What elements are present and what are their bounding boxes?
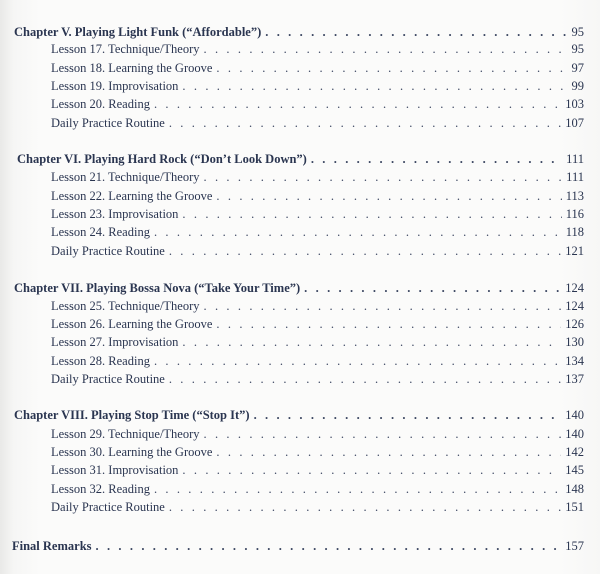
entry-title: Lesson 19. Improvisation <box>51 79 179 93</box>
toc-entry-daily-practice[interactable] <box>51 371 584 387</box>
entry-title: Lesson 23. Improvisation <box>51 207 179 221</box>
entry-title: Daily Practice Routine <box>51 500 165 514</box>
page-number: 148 <box>565 482 584 496</box>
page-number: 95 <box>571 42 584 56</box>
dot-leader <box>169 371 561 387</box>
chapter-title: Chapter V. Playing Light Funk (“Affordable”) <box>14 25 262 39</box>
page-number: 134 <box>565 354 584 368</box>
toc-entry-lesson-19[interactable] <box>51 78 584 94</box>
dot-leader <box>154 481 561 497</box>
entry-title: Daily Practice Routine <box>51 372 165 386</box>
entry-title: Lesson 29. Technique/Theory <box>51 427 200 441</box>
dot-leader <box>204 41 568 57</box>
toc-entry-lesson-28[interactable] <box>51 353 584 369</box>
toc-entry-lesson-29[interactable] <box>51 426 584 442</box>
chapter-title: Chapter VII. Playing Bossa Nova (“Take Your Time”) <box>14 281 301 295</box>
toc-chapter-5[interactable] <box>14 24 584 40</box>
dot-leader <box>154 96 561 112</box>
dot-leader <box>182 334 561 350</box>
toc-entry-lesson-31[interactable] <box>51 462 584 478</box>
entry-title: Daily Practice Routine <box>51 244 165 258</box>
toc-chapter-8[interactable] <box>14 407 584 423</box>
toc-chapter-6[interactable] <box>17 151 584 167</box>
entry-title: Lesson 26. Learning the Groove <box>51 317 213 331</box>
dot-leader <box>254 407 562 423</box>
entry-title: Lesson 30. Learning the Groove <box>51 445 213 459</box>
page-number: 124 <box>565 281 584 295</box>
page-number: 142 <box>565 445 584 459</box>
toc-entry-daily-practice[interactable] <box>51 243 584 259</box>
entry-title: Lesson 17. Technique/Theory <box>51 42 200 56</box>
dot-leader <box>204 298 562 314</box>
page-number: 140 <box>565 408 584 422</box>
toc-entry-lesson-22[interactable] <box>51 188 584 204</box>
page-number: 99 <box>571 79 584 93</box>
toc-entry-lesson-30[interactable] <box>51 444 584 460</box>
page-number: 157 <box>565 539 584 553</box>
entry-title: Lesson 32. Reading <box>51 482 150 496</box>
page-number: 121 <box>565 244 584 258</box>
entry-title: Lesson 28. Reading <box>51 354 150 368</box>
entry-title: Lesson 27. Improvisation <box>51 335 179 349</box>
toc-entry-daily-practice[interactable] <box>51 499 584 515</box>
entry-title: Lesson 22. Learning the Groove <box>51 189 213 203</box>
dot-leader <box>169 243 561 259</box>
dot-leader <box>204 426 562 442</box>
toc-entry-lesson-27[interactable] <box>51 334 584 350</box>
toc-entry-lesson-24[interactable] <box>51 224 584 240</box>
chapter-title: Final Remarks <box>12 539 92 553</box>
dot-leader <box>154 224 562 240</box>
dot-leader <box>169 115 561 131</box>
page-number: 97 <box>571 61 584 75</box>
page-number: 103 <box>565 97 584 111</box>
page-number: 107 <box>565 116 584 130</box>
toc-entry-lesson-18[interactable] <box>51 60 584 76</box>
dot-leader <box>96 538 562 554</box>
dot-leader <box>265 24 567 40</box>
toc-final-remarks[interactable] <box>12 538 584 554</box>
page-number: 113 <box>565 189 584 203</box>
chapter-title: Chapter VI. Playing Hard Rock (“Don’t Look Down”) <box>17 152 307 166</box>
toc-entry-lesson-25[interactable] <box>51 298 584 314</box>
entry-title: Lesson 25. Technique/Theory <box>51 299 200 313</box>
page-number: 95 <box>571 25 584 39</box>
page-number: 137 <box>565 372 584 386</box>
page-number: 124 <box>565 299 584 313</box>
entry-title: Lesson 31. Improvisation <box>51 463 179 477</box>
entry-title: Lesson 20. Reading <box>51 97 150 111</box>
toc-entry-lesson-26[interactable] <box>51 316 584 332</box>
dot-leader <box>154 353 561 369</box>
dot-leader <box>216 316 561 332</box>
page-number: 111 <box>566 152 584 166</box>
dot-leader <box>216 60 567 76</box>
page-number: 116 <box>565 207 584 221</box>
page-number: 111 <box>566 170 584 184</box>
dot-leader <box>216 188 561 204</box>
toc-entry-daily-practice[interactable] <box>51 115 584 131</box>
dot-leader <box>311 151 562 167</box>
dot-leader <box>204 169 563 185</box>
dot-leader <box>169 499 561 515</box>
entry-title: Daily Practice Routine <box>51 116 165 130</box>
entry-title: Lesson 21. Technique/Theory <box>51 170 200 184</box>
entry-title: Lesson 18. Learning the Groove <box>51 61 213 75</box>
dot-leader <box>182 206 561 222</box>
entry-title: Lesson 24. Reading <box>51 225 150 239</box>
toc-entry-lesson-20[interactable] <box>51 96 584 112</box>
toc-chapter-7[interactable] <box>14 280 584 296</box>
dot-leader <box>216 444 561 460</box>
page-number: 118 <box>565 225 584 239</box>
page-number: 126 <box>565 317 584 331</box>
toc-entry-lesson-32[interactable] <box>51 481 584 497</box>
page-number: 145 <box>565 463 584 477</box>
toc-entry-lesson-17[interactable] <box>51 41 584 57</box>
chapter-title: Chapter VIII. Playing Stop Time (“Stop It”) <box>14 408 250 422</box>
page-number: 130 <box>565 335 584 349</box>
dot-leader <box>304 280 561 296</box>
toc-entry-lesson-23[interactable] <box>51 206 584 222</box>
page-number: 151 <box>565 500 584 514</box>
page-number: 140 <box>565 427 584 441</box>
dot-leader <box>182 462 561 478</box>
toc-entry-lesson-21[interactable] <box>51 169 584 185</box>
dot-leader <box>182 78 567 94</box>
